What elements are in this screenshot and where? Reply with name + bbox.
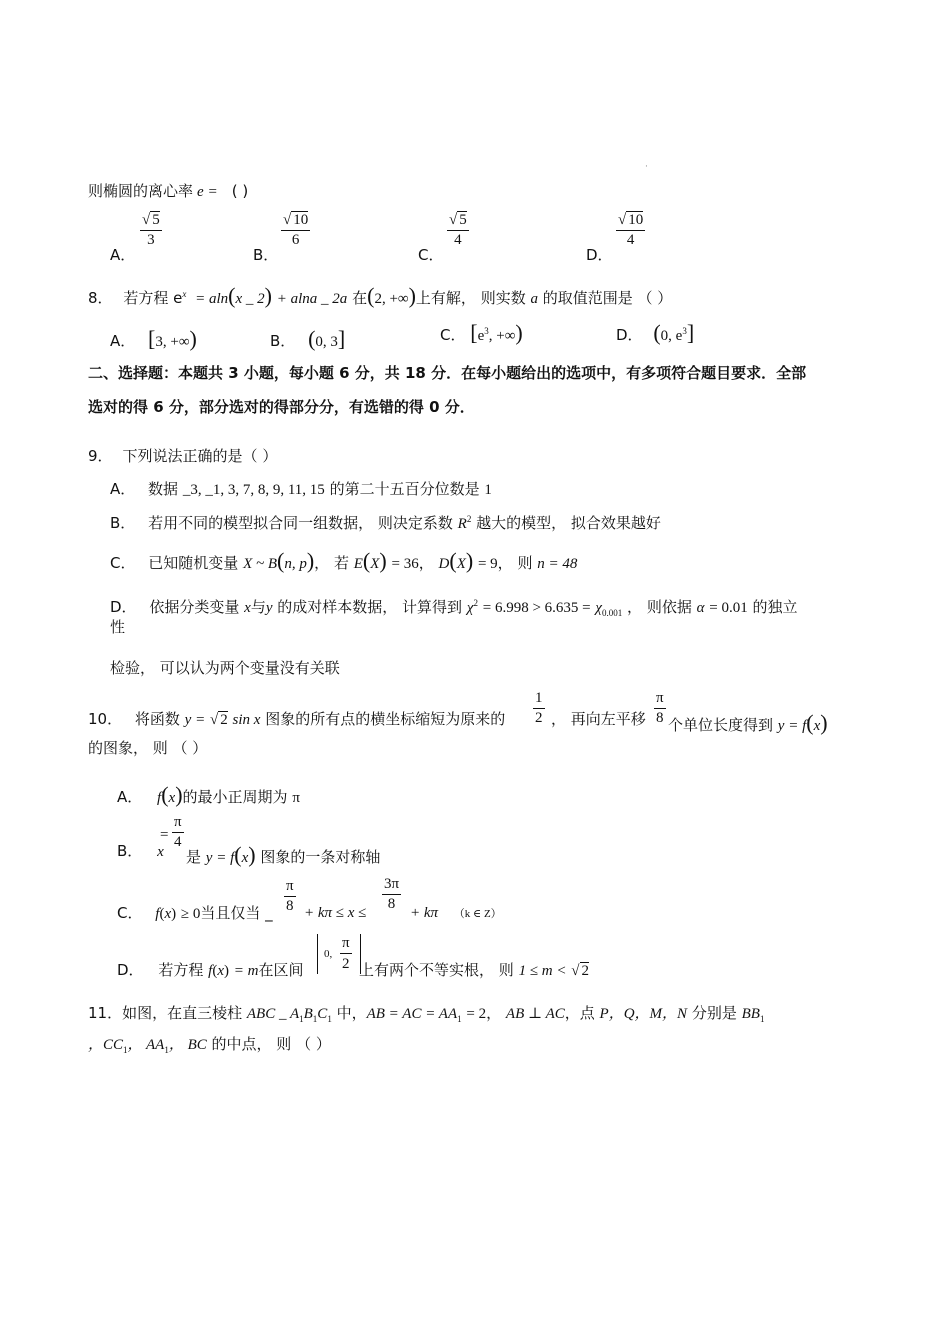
q10-option-c-mid: + kπ ≤ x ≤ (304, 905, 367, 921)
q8-stem: 8． 若方程 $e^x = aln(x$ _ 2) + alna _ 2a 在(2, +∞)上有解， 则实数 a 的取值范围是 （ ） (88, 283, 673, 308)
q10-stem-line2: 的图象， 则 （ ） (88, 739, 208, 757)
q7-option-b-label: B． (253, 246, 279, 264)
q10-option-b-text: 是 y = f(x) 图象的一条对称轴 (186, 842, 381, 867)
q7-option-c-label: C． (418, 246, 444, 264)
section-2-heading-line2: 选对的得 6 分，部分选对的得部分分，有选错的得 0 分． (88, 398, 475, 416)
q10-fraction-pi-8: $\frac{\pi}{8}$ (656, 690, 664, 726)
q10-option-b-eq: = (160, 827, 169, 843)
q10-fraction-half: $\frac{1}{2}$ (535, 690, 543, 726)
q10-option-c-start: C． f(x) ≥ 0当且仅当 _ (117, 904, 273, 922)
q8-option-c: C． [$e^3$, +∞) (440, 320, 523, 345)
q10-option-a: A． f(x)的最小正周期为 π (117, 782, 300, 807)
q9-option-d-line2: 检验， 可以认为两个变量没有关联 (110, 659, 340, 677)
q10-option-b-fraction: $\frac{\pi}{4}$ (174, 814, 182, 850)
q9-option-d-wrap: 性 (110, 618, 126, 636)
q10-option-c-fraction-2: $\frac{3\pi}{8}$ (384, 876, 400, 912)
section-2-heading: 二、选择题：本题共 3 小题，每小题 6 分，共 18 分．在每小题给出的选项中，有多项符合题目要求．全部 (88, 364, 807, 382)
q7-option-b-value: $\frac{√ 10}{6}$ (283, 212, 309, 248)
q7-option-a-value: $\frac{√ 5}{3}$ (142, 212, 160, 248)
q7-option-a-label: A． (110, 246, 136, 264)
q7-option-c-value: $\frac{√ 5}{4}$ (449, 212, 467, 248)
q10-stem: 10． 将函数 y = √ 2 sin x 图象的所有点的横坐标缩短为原来的 (88, 710, 506, 728)
q10-option-b-label: B． x (117, 842, 164, 860)
q9-option-c: C． 已知随机变量 X ~ B(n, p)， 若 E(X) = 36， D(X) = 9， 则 n = 48 (110, 548, 578, 573)
q7-stem: 则椭圆的离心率 e = ( ) (88, 182, 249, 200)
q10-option-d-end: 上有两个不等实根， 则 1 ≤ m < √ 2 (359, 961, 590, 979)
q8-option-b: B． (0, 3] (270, 326, 346, 351)
q10-option-c-end: + kπ （k ∈ Z） (410, 905, 502, 921)
q10-stem-cont2: 个单位长度得到 y = f(x) (668, 710, 828, 735)
q11-stem: 11．如图，在直三棱柱 ABC _ $A_1B_1C_1$ 中，AB = AC = $AA_1 = 2$， AB ⊥ AC，点 P，Q，M，N 分别是 $BB_1$ (88, 1004, 765, 1024)
q7-option-d-value: $\frac{√ 10}{4}$ (618, 212, 644, 248)
q10-option-d-start: D． 若方程 f(x) = m在区间 (117, 961, 304, 979)
q11-stem-line2: ，$CC_1$， $AA_1$， BC 的中点， 则 （ ） (88, 1035, 331, 1055)
q10-stem-cont: ， 再向左平移 (551, 710, 646, 728)
q8-option-a: A． [3, +∞) (110, 326, 197, 351)
q9-stem: 9． 下列说法正确的是（ ） (88, 447, 278, 465)
decorative-dot: · (645, 162, 648, 172)
q9-option-b: B． 若用不同的模型拟合同一组数据， 则决定系数 $R^2$ 越大的模型， 拟合效果越好 (110, 514, 661, 532)
q10-option-c-fraction-1: $\frac{\pi}{8}$ (286, 878, 294, 914)
q9-option-a: A． 数据 _3, _1, 3, 7, 8, 9, 11, 15 的第二十五百分位数是 1 (110, 480, 492, 498)
q9-option-d: D． 依据分类变量 x与y 的成对样本数据， 计算得到 $\chi^2 = 6.998 > 6.635 = \chi_{0.001}$ ， 则依据 α = 0.01 的独立 (110, 598, 798, 618)
q7-option-d-label: D． (586, 246, 613, 264)
q10-option-d-interval: 0, $\frac{\pi}{2}$ (317, 934, 361, 974)
q10-option-d-fraction: $\frac{\pi}{2}$ (342, 935, 350, 972)
q8-option-d: D． (0, $e^3$] (616, 320, 695, 345)
